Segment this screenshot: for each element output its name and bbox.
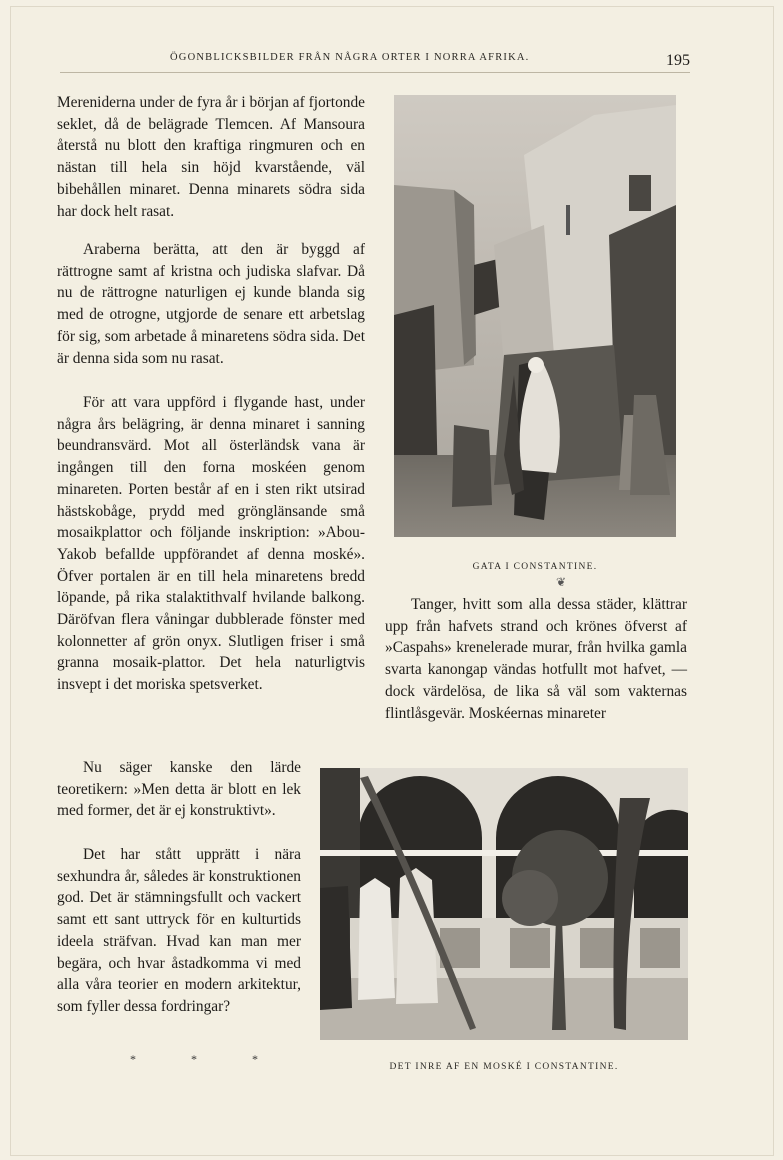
section-stars: * * * (130, 1052, 284, 1066)
ornament-mark: ❦ (556, 575, 567, 589)
street-photo-drawing (394, 95, 676, 537)
paragraph-2: Araberna berätta, att den är byggd af rättrogne samt af kristna och judiska slafvar. Då nu de rättrogne naturligen ej kunde blanda sig med de otrogne, utgjorde de senare ett arbetslag för sig, som arbetade å minaretens södra sida. Det är denna sida som nu rasat. (57, 241, 365, 367)
paragraph-4: Nu säger kanske den lärde teoretikern: »Men detta är blott en lek med former, det är ej konstruktivt». (57, 759, 301, 820)
paragraph-5: Det har stått upprätt i nära sexhundra år, således är konstruktionen god. Det är stämningsfullt och vackert samt ett sant uttryck för en kulturtids ideela sträfvan. Hvad kan man mer begära, och hvar åstadkomma vi med alla våra teorier en modern arkitektur, som fyller dessa fordringar? (57, 846, 301, 1015)
paragraph-3: För att vara uppförd i flygande hast, under några års belägring, är denna minaret i sanning beundransvärd. Mot all österländsk vana är ingången till den forna moskéen genom minareten. Porten består af en i sten rikt utsirad hästskobåge, prydd med grönglänsande små mosaikplattor och följande inskription: »Abou-Yakob befallde uppförandet af denna moské». Öfver portalen är en till hela minaretens bredd löpande, på rika stalaktithvalf hvilande balkong. Däröfvan flera våningar dubblerade fönster med kolonnetter af grön onyx. Slutligen friser i små granna mosaik-plattor. Det hela naturligtvis insvept i det moriska spetsverket. (57, 394, 365, 694)
mosque-photo (320, 768, 688, 1040)
header-rule (60, 72, 690, 73)
figure-1-caption: GATA I CONSTANTINE. (472, 562, 598, 572)
figure-2-caption: DET INRE AF EN MOSKÉ I CONSTANTINE. (389, 1062, 619, 1072)
running-title: ÖGONBLICKSBILDER FRÅN NÅGRA ORTER I NORRA AFRIKA. (170, 52, 530, 63)
paragraph-6: Tanger, hvitt som alla dessa städer, klättrar upp från hafvets strand och krönes öfverst af »Caspahs» krenelerade murar, från hvilka gamla svarta kanongap vändas hotfullt mot hafvet, — dock värdelösa, de lika så väl som vakternas flintlåsgevär. Moskéernas minareter (385, 596, 687, 722)
page-number: 195 (666, 52, 690, 69)
mosque-photo-drawing (320, 768, 688, 1040)
street-photo (394, 95, 676, 537)
paragraph-1: Mereniderna under de fyra år i början af fjortonde seklet, då de belägrade Tlemcen. Af Mansoura återstå nu blott den kraftiga ringmuren och en nästan till hela sin höjd kvarstående, väl bibehållen minaret. Denna minarets södra sida har dock helt rasat. (57, 94, 365, 220)
